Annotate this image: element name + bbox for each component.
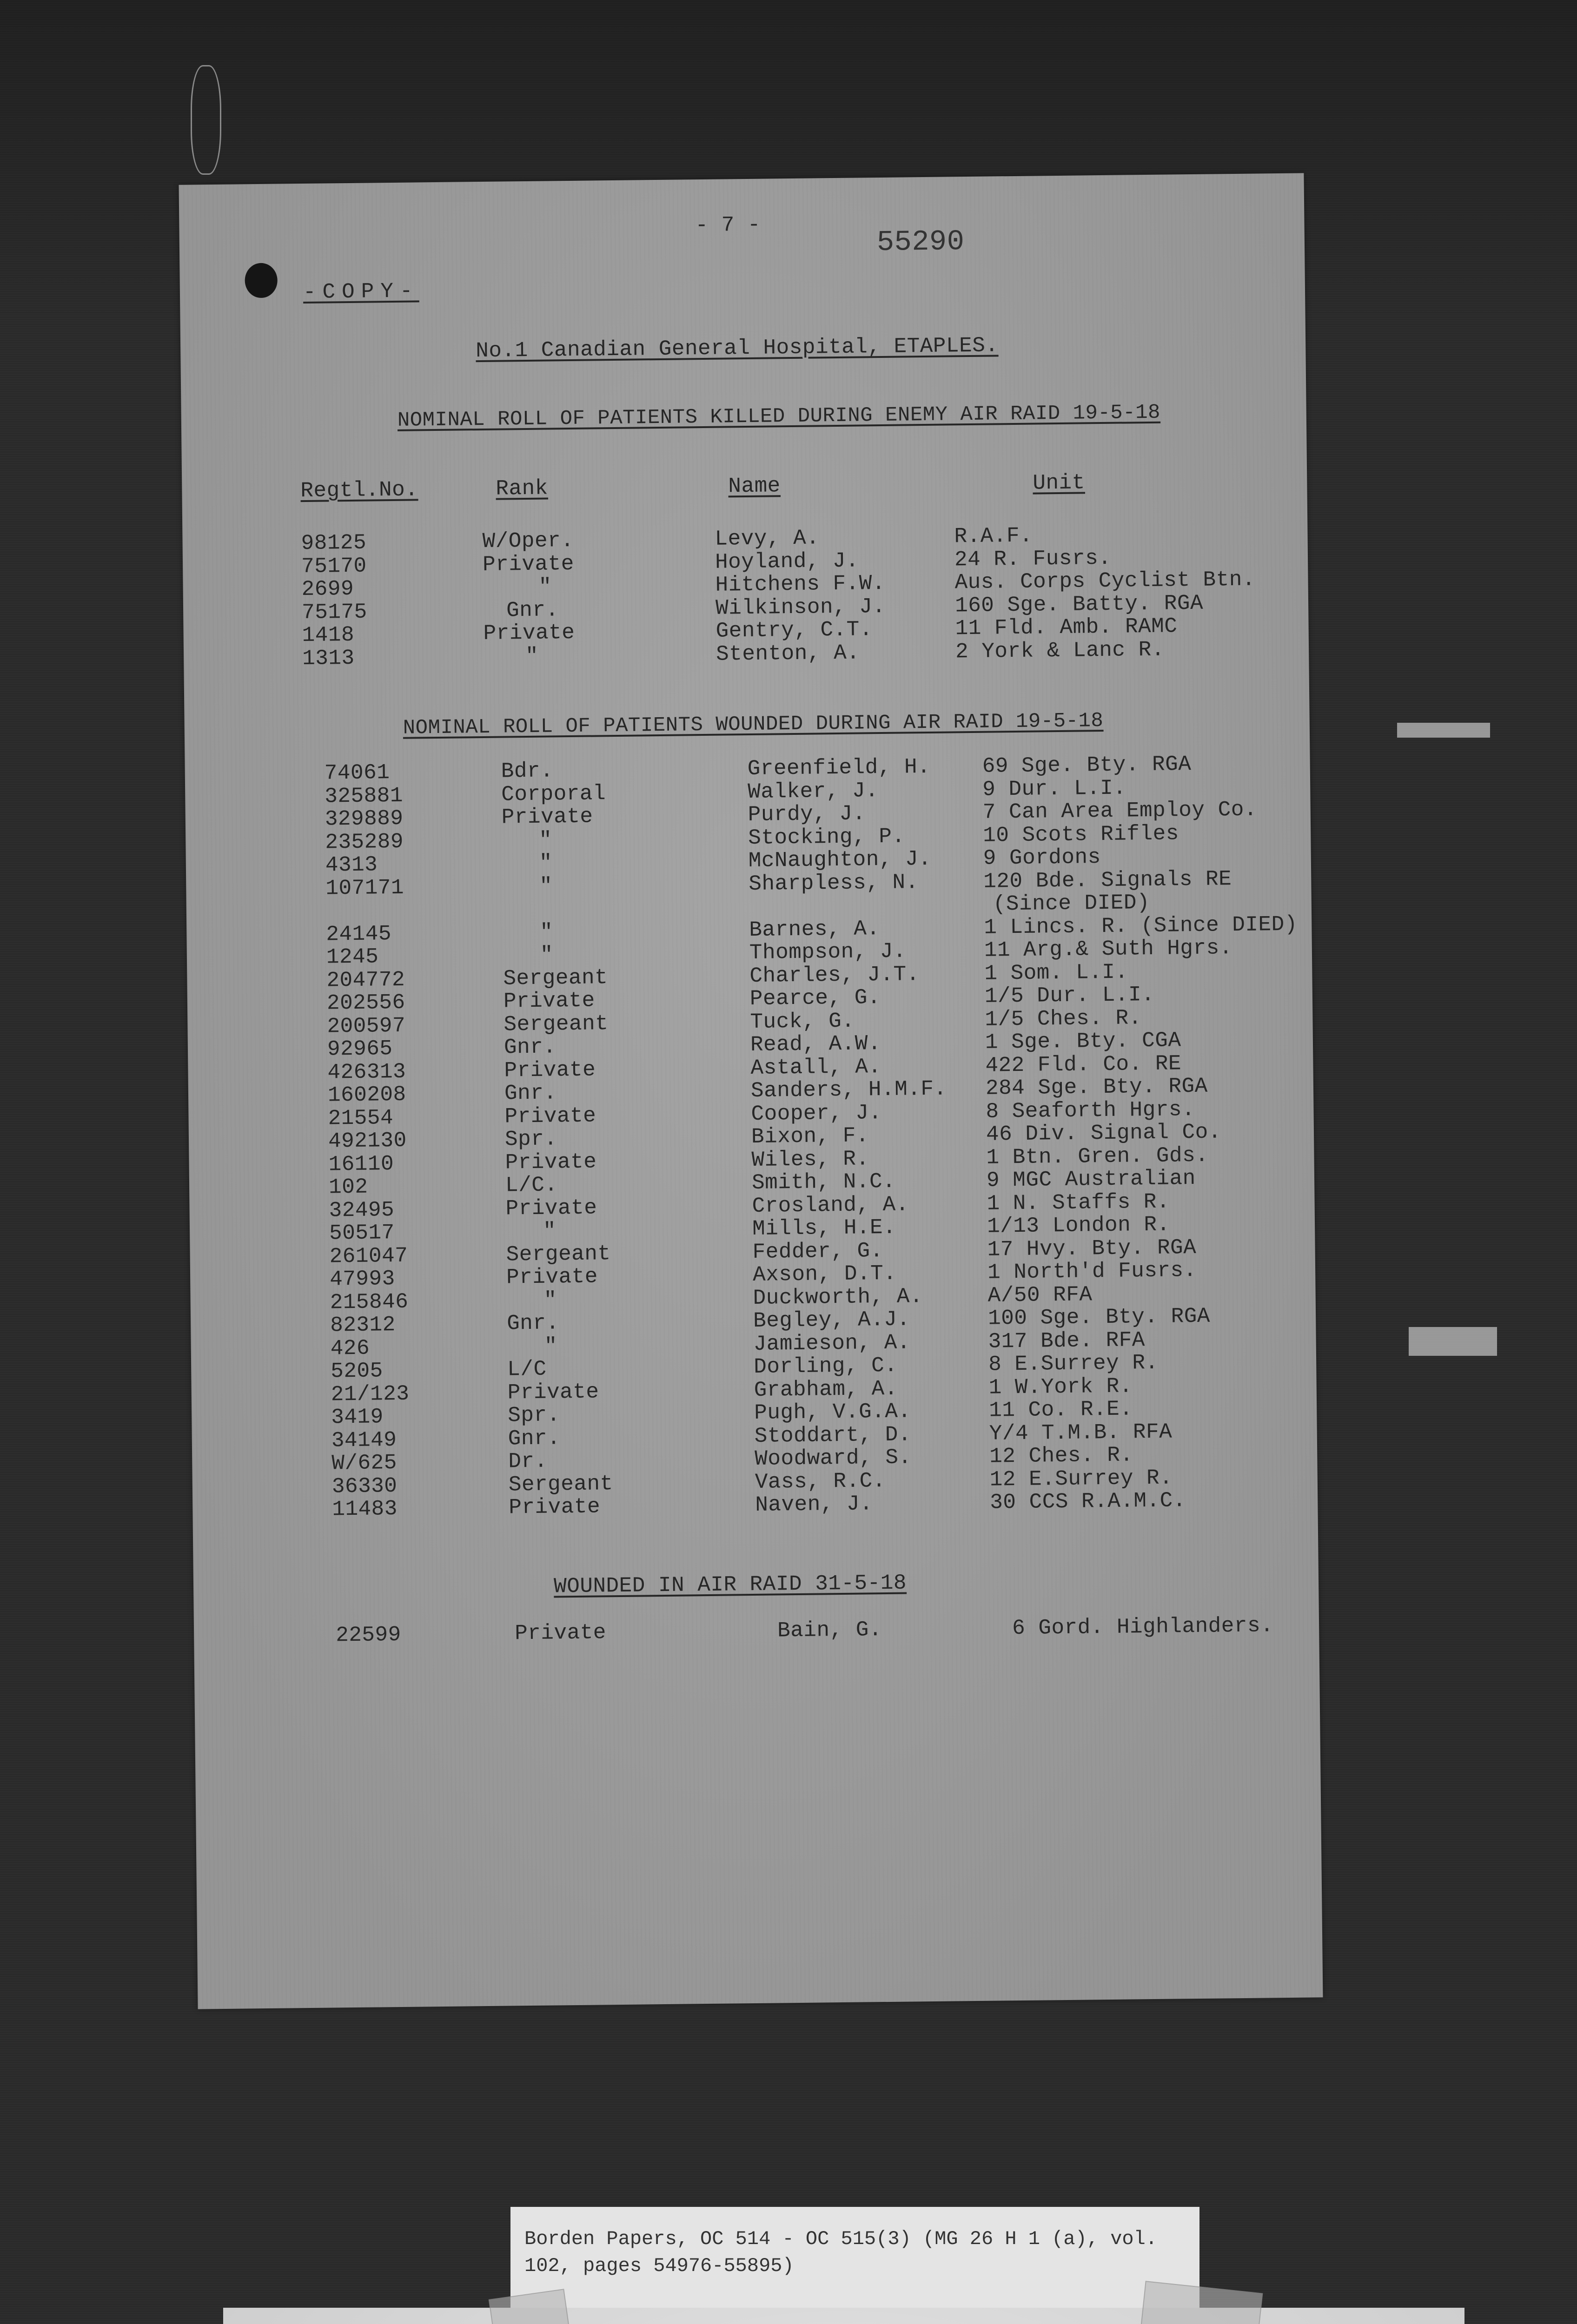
regtl-no: 98125: [301, 530, 367, 556]
regtl-no: 4313: [325, 852, 378, 878]
name: Naven, J.: [755, 1492, 873, 1517]
regtl-no: 1418: [302, 622, 355, 648]
rank: L/C.: [505, 1173, 558, 1198]
regtl-no: 92965: [327, 1037, 393, 1062]
name: Grabham, A.: [754, 1376, 898, 1402]
rank: Gnr.: [506, 1311, 559, 1336]
wounded-roll: [185, 752, 1318, 1523]
unit: 1 Som. L.I.: [984, 959, 1128, 986]
regtl-no: 22599: [335, 1622, 402, 1648]
hospital-title: No.1 Canadian General Hospital, ETAPLES.: [476, 333, 999, 363]
unit: 422 Fld. Co. RE: [985, 1051, 1182, 1078]
rank: Sergeant: [503, 965, 608, 991]
film-artifact: [1409, 1327, 1497, 1356]
regtl-no: 200597: [327, 1013, 406, 1039]
rank: Gnr.: [506, 597, 559, 622]
name: Sharpless, N.: [749, 870, 919, 896]
copy-mark: -COPY-: [303, 279, 419, 304]
unit: 120 Bde. Signals RE: [983, 866, 1232, 894]
unit: 11 Fld. Amb. RAMC: [955, 614, 1178, 641]
name: Hoyland, J.: [715, 548, 859, 574]
rank: Gnr.: [508, 1426, 561, 1451]
unit: 46 Div. Signal Co.: [986, 1120, 1222, 1147]
rank: ": [539, 851, 553, 875]
header-unit: Unit: [1033, 470, 1086, 495]
name: Vass, R.C.: [755, 1468, 886, 1494]
regtl-no: 261047: [329, 1243, 408, 1269]
killed-roll: [182, 522, 1309, 671]
unit: 1 Sge. Bty. CGA: [985, 1028, 1181, 1055]
unit: 1/5 Dur. L.I.: [984, 982, 1155, 1009]
header-regtl-no: Regtl.No.: [300, 477, 418, 503]
regtl-no: 2699: [301, 576, 354, 602]
name: Tuck, G.: [750, 1009, 855, 1034]
archival-document-page: [179, 173, 1323, 2009]
regtl-no: 107171: [325, 875, 404, 901]
rank: Sergeant: [506, 1241, 611, 1267]
name: Wiles, R.: [751, 1146, 869, 1172]
regtl-no: 75170: [301, 554, 367, 579]
unit: 12 E.Surrey R.: [989, 1466, 1173, 1492]
name: Greenfield, H.: [747, 754, 931, 781]
regtl-no: 74061: [324, 760, 390, 786]
regtl-no: W/625: [331, 1451, 398, 1476]
regtl-no: 11483: [332, 1497, 398, 1522]
unit: 9 MGC Australian: [986, 1166, 1196, 1193]
name: Stenton, A.: [716, 640, 860, 667]
unit: 9 Dur. L.I.: [982, 776, 1126, 802]
name: Axson, D.T.: [752, 1261, 897, 1287]
name: Bixon, F.: [751, 1123, 869, 1149]
name: Read, A.W.: [750, 1031, 881, 1057]
unit: 317 Bde. RFA: [988, 1327, 1146, 1354]
regtl-no: 426313: [327, 1059, 406, 1085]
regtl-no: 36330: [331, 1473, 398, 1499]
rank: Dr.: [508, 1449, 548, 1474]
reference-line-1: Borden Papers, OC 514 - OC 515(3) (MG 26 H 1 (a), vol.: [524, 2228, 1158, 2250]
unit: 2 York & Lanc R.: [955, 637, 1165, 664]
regtl-no: 34149: [331, 1427, 397, 1452]
regtl-no: 1245: [326, 944, 379, 970]
rank: ": [538, 574, 552, 599]
unit: 100 Sge. Bty. RGA: [987, 1304, 1211, 1331]
rank: ": [544, 1334, 558, 1359]
name: Gentry, C.T.: [716, 617, 873, 643]
rank: Bdr.: [501, 759, 554, 784]
unit: 8 E.Surrey R.: [988, 1350, 1159, 1377]
unit: 9 Gordons: [983, 845, 1101, 871]
name: McNaughton, J.: [748, 846, 932, 873]
film-artifact: [1397, 723, 1490, 738]
rank: Spr.: [504, 1127, 557, 1152]
name: Sanders, H.M.F.: [750, 1076, 947, 1103]
name: Charles, J.T.: [749, 962, 920, 988]
regtl-no: 47993: [329, 1267, 395, 1292]
rank: Private: [504, 1103, 596, 1129]
name: Barnes, A.: [749, 916, 880, 942]
rank: Sergeant: [504, 1011, 609, 1037]
rank: Corporal: [501, 781, 606, 807]
name: Bain, G.: [777, 1618, 882, 1643]
regtl-no: 426: [330, 1336, 370, 1360]
film-scratch: [191, 65, 221, 175]
unit: Aus. Corps Cyclist Btn.: [954, 567, 1256, 595]
rank: ": [540, 943, 554, 967]
header-rank: Rank: [496, 476, 549, 501]
rank: ": [539, 873, 553, 898]
column-headers: [182, 469, 1307, 503]
rank: Spr.: [508, 1403, 560, 1428]
unit: R.A.F.: [954, 523, 1033, 549]
name: Duckworth, A.: [753, 1284, 923, 1310]
page-number: - 7 -: [695, 212, 761, 238]
unit: 1 Btn. Gren. Gds.: [986, 1143, 1209, 1170]
tape-piece: [489, 2289, 573, 2324]
name: Dorling, C.: [753, 1353, 898, 1379]
unit: 10 Scots Rifles: [982, 821, 1179, 848]
unit: 1 Lincs. R. (Since DIED): [984, 912, 1298, 940]
rank: Private: [483, 620, 575, 646]
rank: ": [543, 1287, 557, 1313]
unit: 1/13 London R.: [987, 1212, 1170, 1239]
table-row: [194, 1614, 1319, 1649]
reference-line-2: 102, pages 54976-55895): [524, 2255, 794, 2277]
unit: 6 Gord. Highlanders.: [1012, 1613, 1274, 1641]
rank: L/C: [507, 1357, 547, 1382]
regtl-no: 21/123: [331, 1381, 410, 1406]
regtl-no: 492130: [328, 1128, 407, 1154]
rank: Private: [509, 1494, 601, 1520]
wounded-section-title: NOMINAL ROLL OF PATIENTS WOUNDED DURING AIR RAID 19-5-18: [403, 709, 1104, 740]
rank: ": [525, 644, 539, 668]
public-archives-card: [223, 2308, 1464, 2324]
tape-piece: [1138, 2281, 1263, 2324]
header-name: Name: [728, 474, 781, 499]
name: Pearce, G.: [749, 985, 881, 1011]
name: Stoddart, D.: [754, 1422, 912, 1448]
regtl-no: 204772: [326, 967, 405, 993]
punch-hole: [245, 263, 278, 298]
regtl-no: 202556: [326, 990, 405, 1016]
name: Levy, A.: [715, 526, 820, 551]
unit: 160 Sge. Batty. RGA: [954, 591, 1204, 618]
unit: (Since DIED): [993, 890, 1150, 917]
rank: Private: [482, 551, 575, 577]
microfilm-reference-label: [510, 2207, 1199, 2316]
name: Purdy, J.: [748, 801, 866, 827]
rank: Sergeant: [508, 1471, 613, 1497]
rank: Private: [505, 1149, 597, 1175]
unit: 7 Can Area Employ Co.: [982, 797, 1258, 825]
unit: Y/4 T.M.B. RFA: [989, 1419, 1173, 1446]
name: Walker, J.: [747, 778, 879, 804]
name: Pugh, V.G.A.: [754, 1399, 911, 1425]
regtl-no: 82312: [330, 1313, 396, 1338]
rank: W/Oper.: [482, 528, 574, 554]
rank: Private: [506, 1264, 598, 1290]
unit: 24 R. Fusrs.: [954, 546, 1112, 572]
unit: 11 Arg.& Suth Hgrs.: [984, 936, 1233, 963]
wounded-31-5-18-title: WOUNDED IN AIR RAID 31-5-18: [553, 1571, 907, 1599]
unit: 8 Seaforth Hgrs.: [986, 1097, 1195, 1124]
regtl-no: 235289: [325, 829, 404, 855]
name: Crosland, A.: [752, 1192, 909, 1218]
rank: ": [539, 827, 552, 852]
regtl-no: 16110: [328, 1151, 394, 1177]
killed-section-title: NOMINAL ROLL OF PATIENTS KILLED DURING ENEMY AIR RAID 19-5-18: [397, 401, 1161, 432]
rank: ": [540, 919, 553, 944]
unit: 1 North'd Fusrs.: [987, 1258, 1197, 1285]
regtl-no: 21554: [328, 1105, 394, 1131]
unit: 30 CCS R.A.M.C.: [990, 1488, 1186, 1515]
regtl-no: 50517: [329, 1221, 395, 1246]
name: Fedder, G.: [752, 1238, 883, 1264]
name: Hitchens F.W.: [715, 571, 886, 597]
name: Thompson, J.: [749, 939, 907, 965]
regtl-no: 5205: [330, 1359, 383, 1384]
regtl-no: 102: [328, 1175, 368, 1200]
name: Stocking, P.: [748, 824, 905, 850]
name: Woodward, S.: [755, 1445, 912, 1471]
regtl-no: 325881: [325, 783, 404, 809]
unit: 1 W.York R.: [988, 1373, 1133, 1400]
unit: 11 Co. R.E.: [988, 1397, 1133, 1423]
regtl-no: 24145: [326, 921, 392, 947]
rank: Private: [507, 1379, 599, 1405]
rank: Gnr.: [504, 1035, 557, 1060]
name: Smith, N.C.: [751, 1169, 896, 1195]
unit: 12 Ches. R.: [989, 1443, 1133, 1469]
name: Cooper, J.: [751, 1100, 882, 1126]
document-number-stamp: 55290: [876, 225, 965, 259]
unit: 284 Sge. Bty. RGA: [985, 1074, 1208, 1101]
regtl-no: 215846: [330, 1289, 409, 1315]
name: Mills, H.E.: [752, 1215, 896, 1241]
unit: A/50 RFA: [987, 1282, 1093, 1308]
regtl-no: 1313: [302, 646, 355, 671]
rank: Private: [505, 1195, 597, 1221]
rank: Private: [503, 988, 595, 1014]
name: Begley, A.J.: [753, 1307, 910, 1333]
name: Astall, A.: [750, 1054, 881, 1080]
rank: Private: [501, 804, 593, 830]
regtl-no: 329889: [325, 806, 404, 832]
wounded-31-5-18-roll: [194, 1614, 1319, 1649]
rank: ": [543, 1219, 557, 1243]
rank: Gnr.: [504, 1081, 557, 1106]
regtl-no: 75175: [301, 600, 367, 625]
rank: Private: [504, 1057, 596, 1083]
unit: 17 Hvy. Bty. RGA: [987, 1235, 1197, 1262]
regtl-no: 160208: [327, 1082, 406, 1108]
regtl-no: 32495: [329, 1197, 395, 1223]
name: Wilkinson, J.: [715, 594, 886, 621]
regtl-no: 3419: [331, 1405, 384, 1430]
name: Jamieson, A.: [753, 1330, 911, 1356]
unit: 1/5 Ches. R.: [985, 1005, 1142, 1032]
unit: 1 N. Staffs R.: [987, 1189, 1170, 1216]
unit: 69 Sge. Bty. RGA: [982, 752, 1192, 779]
rank: Private: [514, 1620, 607, 1646]
